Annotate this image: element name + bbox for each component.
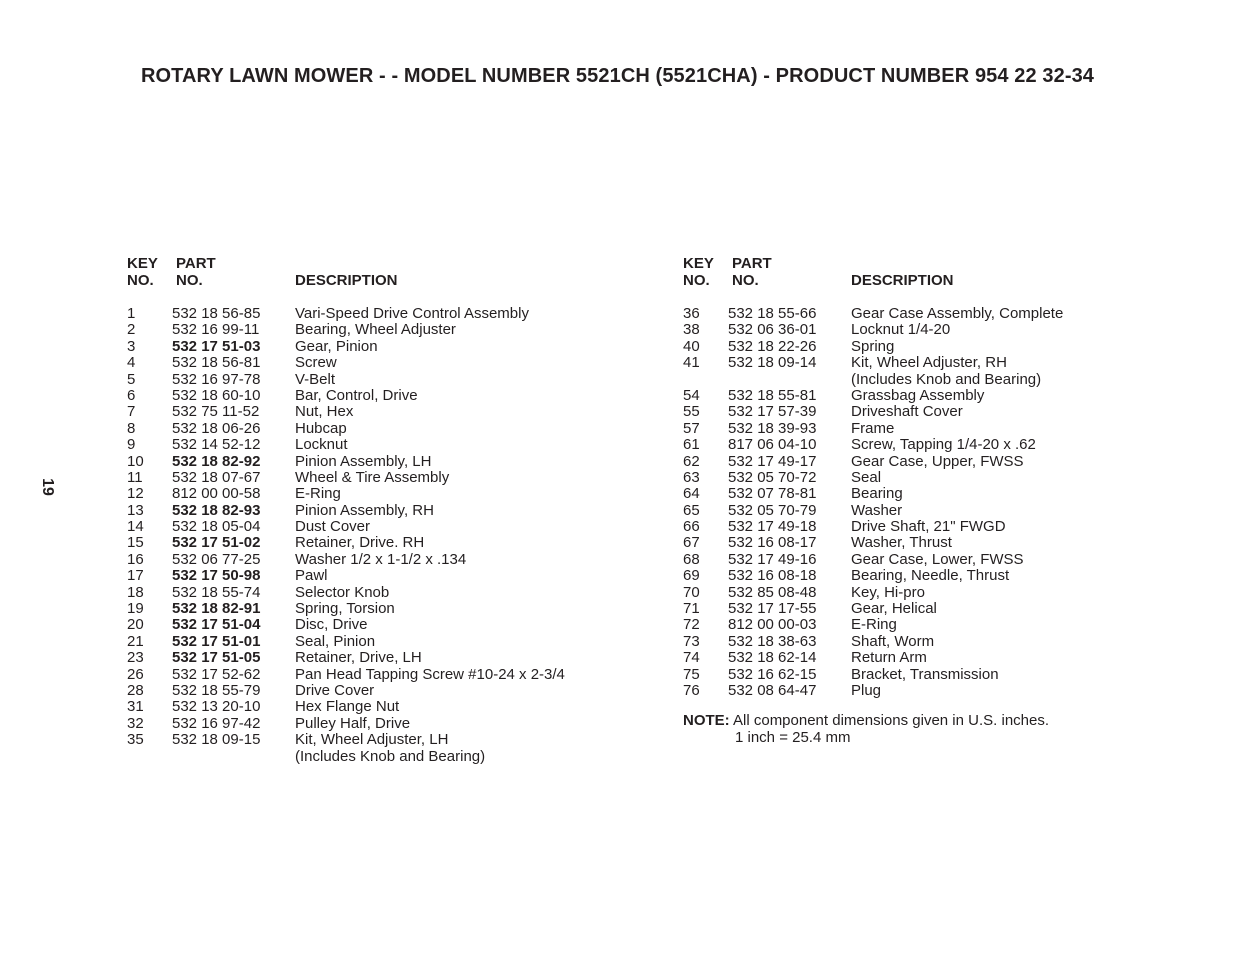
table-row (683, 683, 1183, 699)
table-row (683, 552, 1183, 568)
table-row (683, 421, 1183, 437)
table-row (127, 486, 627, 502)
table-row (127, 552, 627, 568)
key-number: 62 (683, 452, 700, 470)
table-row (683, 634, 1183, 650)
table-row (127, 404, 627, 420)
part-description: Pulley Half, Drive (295, 714, 411, 732)
table-row (127, 322, 627, 338)
part-number: 532 18 62-14 (728, 649, 817, 667)
key-number: 38 (683, 321, 700, 339)
parts-rows-right (683, 306, 1183, 699)
key-number: 41 (683, 354, 700, 372)
note-line1: All component dimensions given in U.S. inches. (729, 712, 1050, 730)
key-number: 65 (683, 501, 700, 519)
table-row (683, 372, 1183, 388)
part-description: Locknut 1/4-20 (851, 321, 951, 339)
part-number: 532 05 70-79 (728, 501, 817, 519)
table-row (127, 437, 627, 453)
table-row (127, 535, 627, 551)
key-number: 2 (127, 321, 136, 339)
part-description: Nut, Hex (295, 403, 354, 421)
table-row (127, 601, 627, 617)
part-number: 532 05 70-72 (728, 468, 817, 486)
key-number: 26 (127, 665, 144, 683)
part-description: Wheel & Tire Assembly (295, 468, 450, 486)
part-number: 532 18 05-04 (172, 518, 261, 536)
part-number: 532 17 51-04 (172, 616, 261, 634)
table-row (683, 355, 1183, 371)
note-label: NOTE: (683, 712, 730, 730)
part-description: Washer, Thrust (851, 534, 952, 552)
key-number: 16 (127, 550, 144, 568)
key-number: 21 (127, 632, 144, 650)
key-number: 28 (127, 681, 144, 699)
part-description: Spring (851, 337, 895, 355)
key-number: 67 (683, 534, 700, 552)
table-row (127, 667, 627, 683)
part-number: 532 18 09-15 (172, 731, 261, 749)
part-description: Driveshaft Cover (851, 403, 963, 421)
table-row (127, 470, 627, 486)
part-header-line1: PART (732, 255, 772, 272)
table-row (683, 306, 1183, 322)
table-row (683, 322, 1183, 338)
part-description: Key, Hi-pro (851, 583, 925, 601)
part-number: 532 08 64-47 (728, 681, 817, 699)
table-row (127, 519, 627, 535)
key-number: 70 (683, 583, 700, 601)
part-description: Screw, Tapping 1/4-20 x .62 (851, 436, 1036, 454)
table-row (127, 503, 627, 519)
part-number: 532 18 07-67 (172, 468, 261, 486)
key-number: 32 (127, 714, 144, 732)
part-description: Bar, Control, Drive (295, 386, 418, 404)
part-number: 532 18 09-14 (728, 354, 817, 372)
part-description: Screw (295, 354, 337, 372)
part-description: Retainer, Drive, LH (295, 649, 422, 667)
key-number: 40 (683, 337, 700, 355)
part-number: 817 06 04-10 (728, 436, 817, 454)
part-number: 532 18 55-79 (172, 681, 261, 699)
table-row (127, 454, 627, 470)
key-number: 11 (127, 468, 143, 486)
key-number: 71 (683, 600, 700, 618)
key-number: 23 (127, 649, 144, 667)
part-description: E-Ring (851, 616, 897, 634)
key-number: 66 (683, 518, 700, 536)
part-number: 812 00 00-03 (728, 616, 817, 634)
part-number: 532 17 50-98 (172, 567, 261, 585)
part-description: E-Ring (295, 485, 341, 503)
table-row (127, 339, 627, 355)
part-description: Dust Cover (295, 518, 371, 536)
part-description: (Includes Knob and Bearing) (851, 370, 1042, 388)
part-number: 812 00 00-58 (172, 485, 261, 503)
part-number: 532 17 52-62 (172, 665, 261, 683)
part-number: 532 17 57-39 (728, 403, 817, 421)
description-header: DESCRIPTION (851, 272, 954, 289)
part-description: Washer 1/2 x 1-1/2 x .134 (295, 550, 467, 568)
table-row (683, 585, 1183, 601)
key-number: 15 (127, 534, 144, 552)
part-description: Washer (851, 501, 903, 519)
key-number: 69 (683, 567, 700, 585)
part-description: Drive Shaft, 21" FWGD (851, 518, 1006, 536)
key-number: 17 (127, 567, 144, 585)
part-number: 532 06 77-25 (172, 550, 261, 568)
key-header-line1: KEY (127, 255, 158, 272)
key-number: 76 (683, 681, 700, 699)
table-row (683, 650, 1183, 666)
part-description: Pinion Assembly, LH (295, 452, 432, 470)
part-description: Gear Case, Lower, FWSS (851, 550, 1024, 568)
part-header-line1: PART (176, 255, 216, 272)
key-number: 31 (127, 698, 144, 716)
part-description: Drive Cover (295, 681, 375, 699)
part-number: 532 17 51-03 (172, 337, 261, 355)
key-number: 36 (683, 305, 700, 322)
table-row (683, 601, 1183, 617)
key-number: 19 (127, 600, 144, 618)
key-header-line2: NO. (683, 272, 710, 289)
part-description: Seal, Pinion (295, 632, 376, 650)
table-row (127, 617, 627, 633)
page-title: ROTARY LAWN MOWER - - MODEL NUMBER 5521CH (5521CHA) - PRODUCT NUMBER 954 22 32-34 (140, 65, 1095, 87)
table-row (127, 421, 627, 437)
part-number: 532 18 82-92 (172, 452, 261, 470)
key-header-line1: KEY (683, 255, 714, 272)
key-number: 14 (127, 518, 144, 536)
table-row (683, 339, 1183, 355)
part-description: Locknut (295, 436, 348, 454)
page-number: 19 (39, 478, 56, 496)
key-number: 4 (127, 354, 136, 372)
part-description: Kit, Wheel Adjuster, LH (295, 731, 449, 749)
part-description: Gear Case, Upper, FWSS (851, 452, 1024, 470)
key-number: 3 (127, 337, 136, 355)
part-header-line2: NO. (176, 272, 203, 289)
table-row (127, 306, 627, 322)
part-number: 532 16 08-18 (728, 567, 817, 585)
key-number: 1 (127, 305, 136, 322)
part-description: Gear, Pinion (295, 337, 378, 355)
part-number: 532 17 51-05 (172, 649, 261, 667)
table-row (127, 683, 627, 699)
part-number: 532 17 51-01 (172, 632, 261, 650)
part-description: Vari-Speed Drive Control Assembly (295, 305, 529, 322)
key-number: 74 (683, 649, 700, 667)
part-number: 532 17 51-02 (172, 534, 261, 552)
part-description: Shaft, Worm (851, 632, 935, 650)
part-number: 532 18 55-81 (728, 386, 817, 404)
part-description: Gear, Helical (851, 600, 937, 618)
part-description: Frame (851, 419, 895, 437)
part-number: 532 18 39-93 (728, 419, 817, 437)
key-number: 72 (683, 616, 700, 634)
table-row (683, 568, 1183, 584)
part-description: Plug (851, 681, 882, 699)
key-number: 55 (683, 403, 700, 421)
part-description: Kit, Wheel Adjuster, RH (851, 354, 1007, 372)
parts-rows-left (127, 306, 627, 765)
description-header: DESCRIPTION (295, 272, 398, 289)
key-number: 6 (127, 386, 136, 404)
table-row (683, 470, 1183, 486)
table-row (683, 404, 1183, 420)
parts-list-header (127, 256, 627, 306)
table-row (683, 617, 1183, 633)
table-row (683, 519, 1183, 535)
table-row (127, 355, 627, 371)
part-description: Spring, Torsion (295, 600, 395, 618)
part-number: 532 18 22-26 (728, 337, 817, 355)
parts-list-right (683, 256, 1183, 746)
part-number: 532 16 62-15 (728, 665, 817, 683)
table-row (127, 716, 627, 732)
part-description: Pan Head Tapping Screw #10-24 x 2-3/4 (295, 665, 565, 683)
part-number: 532 18 55-74 (172, 583, 261, 601)
part-number: 532 75 11-52 (172, 403, 260, 421)
key-number: 68 (683, 550, 700, 568)
part-number: 532 14 52-12 (172, 436, 261, 454)
table-row (127, 372, 627, 388)
part-description: Selector Knob (295, 583, 390, 601)
part-description: Hubcap (295, 419, 347, 437)
table-row (683, 667, 1183, 683)
part-number: 532 16 08-17 (728, 534, 817, 552)
table-row (683, 486, 1183, 502)
key-number: 5 (127, 370, 136, 388)
part-number: 532 18 38-63 (728, 632, 817, 650)
part-description: Grassbag Assembly (851, 386, 985, 404)
table-row (683, 454, 1183, 470)
part-number: 532 18 60-10 (172, 386, 261, 404)
key-number: 13 (127, 501, 144, 519)
key-number: 10 (127, 452, 144, 470)
part-number: 532 18 82-91 (172, 600, 261, 618)
table-row (683, 503, 1183, 519)
part-number: 532 16 97-78 (172, 370, 261, 388)
part-number: 532 18 56-85 (172, 305, 261, 322)
key-number: 64 (683, 485, 700, 503)
key-number: 18 (127, 583, 144, 601)
key-number: 12 (127, 485, 144, 503)
part-number: 532 18 56-81 (172, 354, 261, 372)
part-number: 532 18 55-66 (728, 305, 817, 322)
part-number: 532 85 08-48 (728, 583, 817, 601)
key-number: 35 (127, 731, 144, 749)
part-description: Bearing, Wheel Adjuster (295, 321, 456, 339)
part-description: Retainer, Drive. RH (295, 534, 425, 552)
table-row (127, 732, 627, 748)
key-number: 73 (683, 632, 700, 650)
part-number: 532 17 49-18 (728, 518, 817, 536)
part-number: 532 17 17-55 (728, 600, 817, 618)
note-line2: 1 inch = 25.4 mm (735, 728, 851, 746)
key-number: 7 (127, 403, 136, 421)
key-number: 8 (127, 419, 136, 437)
table-row (127, 568, 627, 584)
part-description: Pawl (295, 567, 328, 585)
part-number: 532 18 06-26 (172, 419, 261, 437)
part-description: Bearing (851, 485, 903, 503)
table-row (683, 388, 1183, 404)
part-number: 532 16 99-11 (172, 321, 260, 339)
table-row (683, 437, 1183, 453)
table-row (127, 634, 627, 650)
part-description: Seal (851, 468, 882, 486)
parts-list-header (683, 256, 1183, 306)
key-number: 63 (683, 468, 700, 486)
key-number: 75 (683, 665, 700, 683)
key-header-line2: NO. (127, 272, 154, 289)
key-number: 20 (127, 616, 144, 634)
table-row (127, 699, 627, 715)
parts-list-left (127, 256, 627, 765)
part-number: 532 18 82-93 (172, 501, 261, 519)
part-description: (Includes Knob and Bearing) (295, 747, 486, 765)
part-description: Disc, Drive (295, 616, 368, 634)
part-number: 532 07 78-81 (728, 485, 817, 503)
part-description: Gear Case Assembly, Complete (851, 305, 1064, 322)
key-number: 57 (683, 419, 700, 437)
part-description: Hex Flange Nut (295, 698, 400, 716)
part-description: Return Arm (851, 649, 927, 667)
part-description: Pinion Assembly, RH (295, 501, 434, 519)
part-number: 532 13 20-10 (172, 698, 261, 716)
part-header-line2: NO. (732, 272, 759, 289)
table-row (683, 535, 1183, 551)
table-row (127, 388, 627, 404)
table-row (127, 650, 627, 666)
part-number: 532 17 49-17 (728, 452, 817, 470)
table-row (127, 585, 627, 601)
part-description: V-Belt (295, 370, 336, 388)
table-row (127, 749, 627, 765)
key-number: 9 (127, 436, 136, 454)
part-number: 532 17 49-16 (728, 550, 817, 568)
part-number: 532 06 36-01 (728, 321, 817, 339)
key-number: 54 (683, 386, 700, 404)
dimensions-note (683, 713, 1183, 746)
part-number: 532 16 97-42 (172, 714, 261, 732)
part-description: Bearing, Needle, Thrust (851, 567, 1010, 585)
key-number: 61 (683, 436, 700, 454)
part-description: Bracket, Transmission (851, 665, 999, 683)
